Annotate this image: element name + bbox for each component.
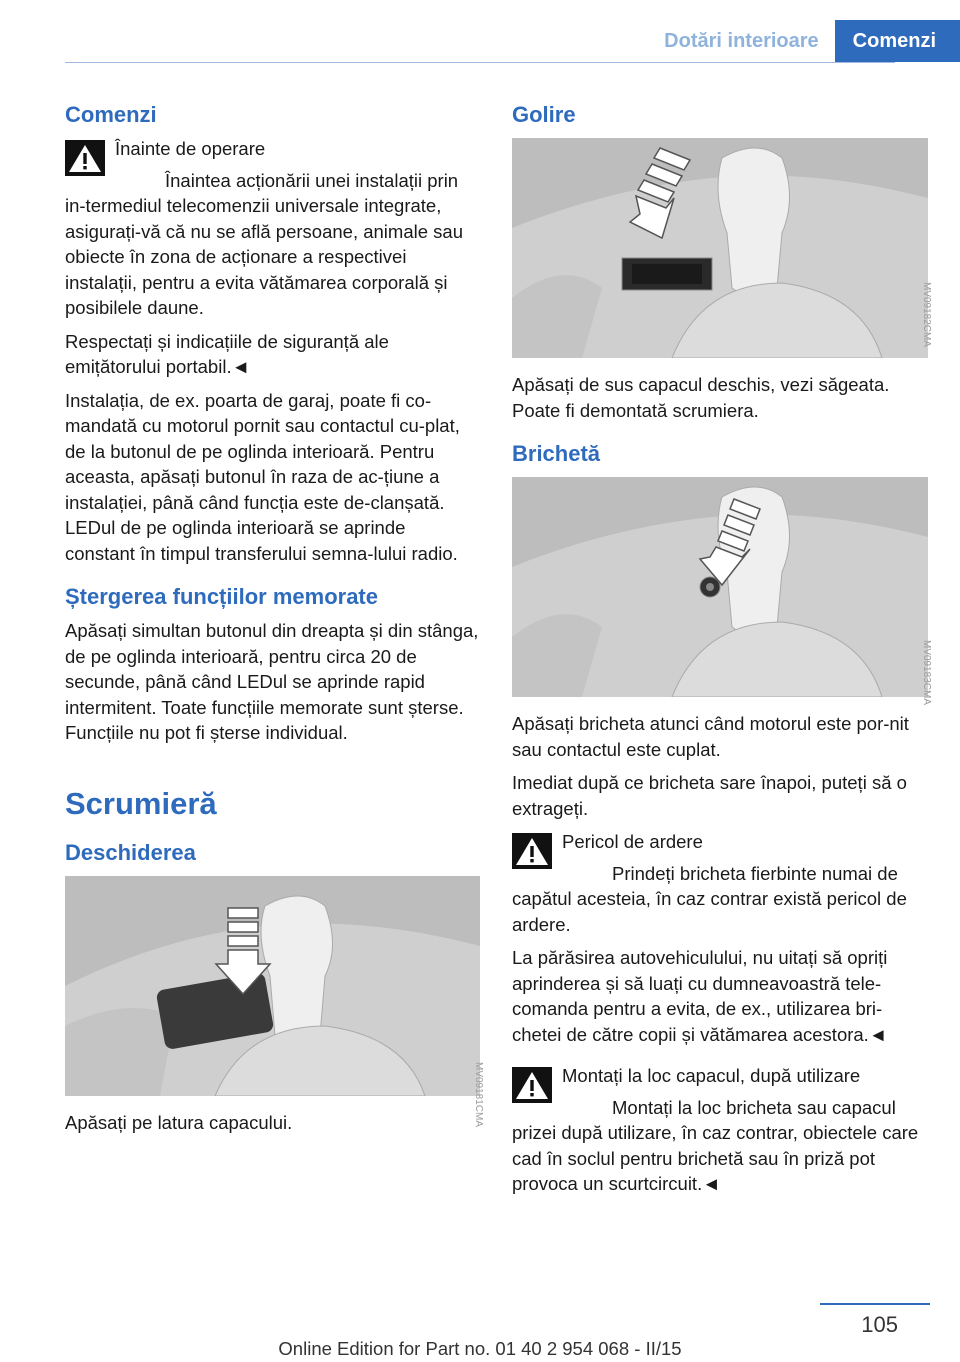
heading-ashtray: Scrumieră bbox=[65, 785, 217, 821]
warning-burn-title: Pericol de ardere bbox=[562, 831, 703, 852]
warning-operate-title: Înainte de operare bbox=[115, 138, 266, 159]
heading-open: Deschiderea bbox=[65, 839, 196, 865]
warning-operate bbox=[65, 136, 480, 321]
para-safety: Respectați și indicațiile de siguranță ale emițătorului portabil.◄ bbox=[65, 330, 389, 377]
photo-lighter-code: MV09183CMA bbox=[921, 640, 932, 706]
header-rule bbox=[65, 62, 895, 63]
para-lighter-1: Apăsați bricheta atunci când motorul este por-nit sau contactul este cuplat. bbox=[512, 713, 909, 760]
header-tabs bbox=[644, 20, 960, 62]
warning-triangle-icon bbox=[512, 833, 552, 869]
warning-triangle-icon bbox=[512, 1067, 552, 1103]
photo-open-code: MV09181CMA bbox=[473, 1062, 484, 1128]
edition-line: Online Edition for Part no. 01 40 2 954 068 - II/15 bbox=[278, 1338, 682, 1359]
photo-ashtray-empty bbox=[512, 138, 928, 358]
photo-empty-code: MV09182CMA bbox=[921, 282, 932, 348]
left-column bbox=[65, 100, 480, 1143]
section-tab: Dotări interioare bbox=[664, 29, 819, 52]
warning-triangle-icon bbox=[65, 140, 105, 176]
para-empty: Apăsați de sus capacul deschis, vezi săgeata. Poate fi demontată scrumiera. bbox=[512, 374, 890, 421]
warning-refit bbox=[512, 1063, 930, 1197]
para-open: Apăsați pe latura capacului. bbox=[65, 1111, 293, 1133]
page-number: 105 bbox=[861, 1312, 898, 1337]
warning-burn bbox=[512, 829, 930, 937]
photo-ashtray-open bbox=[65, 876, 480, 1096]
heading-delete: Ștergerea funcțiilor memorate bbox=[65, 584, 378, 609]
footer-rule bbox=[820, 1303, 930, 1305]
ashtray-open-illustration bbox=[65, 876, 480, 1096]
heading-commands: Comenzi bbox=[65, 102, 157, 127]
active-tab: Comenzi bbox=[835, 20, 960, 62]
right-column bbox=[512, 100, 930, 1205]
para-lighter-2: Imediat după ce bricheta sare înapoi, puteți să o extrageți. bbox=[512, 772, 907, 819]
para-delete: Apăsați simultan butonul din dreapta și din stânga, de pe oglinda interioară, pentru circa 20 de secunde, până când LEDul se aprinde rapid intermitent. Toate funcțiile memorate sunt șterse. Funcțiile nu pot fi șterse individual. bbox=[65, 620, 479, 743]
photo-lighter bbox=[512, 477, 928, 697]
lighter-illustration bbox=[512, 477, 928, 697]
warning-refit-title: Montați la loc capacul, după utilizare bbox=[562, 1065, 861, 1086]
para-install: Instalația, de ex. poarta de garaj, poate fi co-mandată cu motorul pornit sau contactul cu-plat, de la butonul de pe oglinda interioară. Pentru aceasta, apăsați butonul în raza de ac-țiune a instalației, până când funcția este de-clanșată. LEDul de pe oglinda interioară se aprinde constant în timpul transferului semna-lului radio. bbox=[65, 389, 460, 564]
para-leave: La părăsirea autovehiculului, nu uitați să opriți aprinderea și să luați cu dumneavoastră tele-comanda pentru a evita, de ex., utilizarea bri-chetei de către copii și vătămarea acestora.◄ bbox=[512, 947, 888, 1045]
heading-empty: Golire bbox=[512, 102, 576, 127]
warning-burn-text: Prindeți bricheta fierbinte numai de capătul acesteia, în caz contrar există pericol de ardere. bbox=[512, 862, 907, 935]
ashtray-empty-illustration bbox=[512, 138, 928, 358]
warning-refit-text: Montați la loc bricheta sau capacul prizei după utilizare, în caz contrar, obiectele care cad în soclul pentru brichetă sau în priză pot provoca un scurtcircuit.◄ bbox=[512, 1096, 919, 1194]
heading-lighter: Brichetă bbox=[512, 441, 601, 466]
warning-operate-text: Înaintea acționării unei instalații prin in-termediul telecomenzii universale integrate, asigurați-vă că nu se află persoane, animale sau obiecte în zona de acționare a respectivei instalații, pentru a evita vătămarea corporală și posibilele daune. bbox=[65, 169, 463, 318]
